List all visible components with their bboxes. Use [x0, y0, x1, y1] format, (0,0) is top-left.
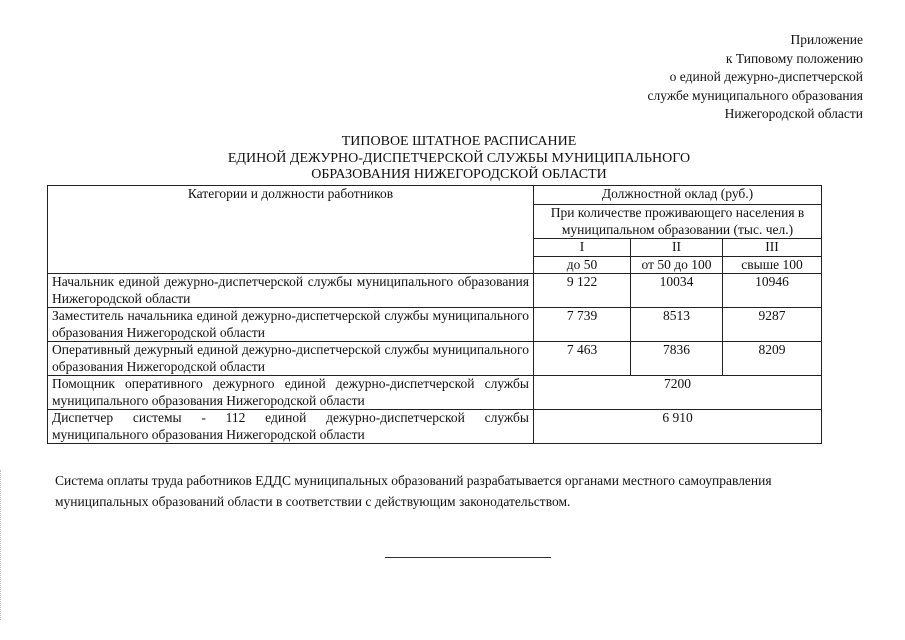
- document-title: [0, 134, 905, 184]
- header-population: При количестве проживающего населения в муниципальном образовании (тыс. чел.): [534, 205, 822, 239]
- header-group-range: свыше 100: [723, 256, 822, 274]
- staff-salary-table: [47, 185, 822, 444]
- salary-cell-merged: 7200: [534, 376, 822, 410]
- appendix-line: к Типовому положению: [725, 50, 863, 66]
- table-row: [48, 274, 822, 308]
- header-group-roman: I: [534, 239, 631, 257]
- header-group-roman: III: [723, 239, 822, 257]
- scan-edge-speckle: [0, 470, 2, 620]
- position-cell: Помощник оперативного дежурного единой дежурно-диспетчерской службы муниципального образования Нижегородской области: [48, 376, 534, 410]
- table-row: [48, 376, 822, 410]
- salary-cell-merged: 6 910: [534, 410, 822, 444]
- header-group-range: от 50 до 100: [631, 256, 723, 274]
- position-cell: Оперативный дежурный единой дежурно-диспетчерской службы муниципального образования Нижегородской области: [48, 342, 534, 376]
- salary-cell: 9287: [723, 308, 822, 342]
- appendix-line: о единой дежурно-диспетчерской: [669, 69, 863, 84]
- signature-rule: [385, 557, 551, 558]
- position-cell: Начальник единой дежурно-диспетчерской службы муниципального образования Нижегородской области: [48, 274, 534, 308]
- appendix-line: службе муниципального образования: [647, 87, 863, 103]
- header-category: Категории и должности работников: [48, 186, 534, 274]
- header-group-roman: II: [631, 239, 723, 257]
- salary-cell: 8209: [723, 342, 822, 376]
- footnote-paragraph: Система оплаты труда работников ЕДДС муниципальных образований разрабатывается органами местного самоуправления муниципальных образований области в соответствии с действующим законодательством.: [55, 473, 772, 509]
- table-row: [48, 342, 822, 376]
- title-line: ЕДИНОЙ ДЕЖУРНО-ДИСПЕТЧЕРСКОЙ СЛУЖБЫ МУНИЦИПАЛЬНОГО: [227, 150, 691, 166]
- appendix-block: [648, 31, 863, 124]
- title-line: ТИПОВОЕ ШТАТНОЕ РАСПИСАНИЕ: [341, 134, 577, 149]
- position-cell: Диспетчер системы - 112 единой дежурно-диспетчерской службы муниципального образования Нижегородской области: [48, 410, 534, 444]
- position-cell: Заместитель начальника единой дежурно-диспетчерской службы муниципального образования Нижегородской области: [48, 308, 534, 342]
- appendix-line: Нижегородской области: [724, 106, 863, 121]
- header-group-range: до 50: [534, 256, 631, 274]
- salary-cell: 7836: [631, 342, 723, 376]
- salary-cell: 7 739: [534, 308, 631, 342]
- salary-cell: 10034: [631, 274, 723, 308]
- table-row: [48, 308, 822, 342]
- table-row: [48, 410, 822, 444]
- title-line: ОБРАЗОВАНИЯ НИЖЕГОРОДСКОЙ ОБЛАСТИ: [311, 167, 607, 182]
- salary-cell: 9 122: [534, 274, 631, 308]
- salary-cell: 8513: [631, 308, 723, 342]
- header-salary: Должностной оклад (руб.): [534, 186, 822, 205]
- appendix-line: Приложение: [790, 32, 863, 47]
- salary-cell: 10946: [723, 274, 822, 308]
- salary-cell: 7 463: [534, 342, 631, 376]
